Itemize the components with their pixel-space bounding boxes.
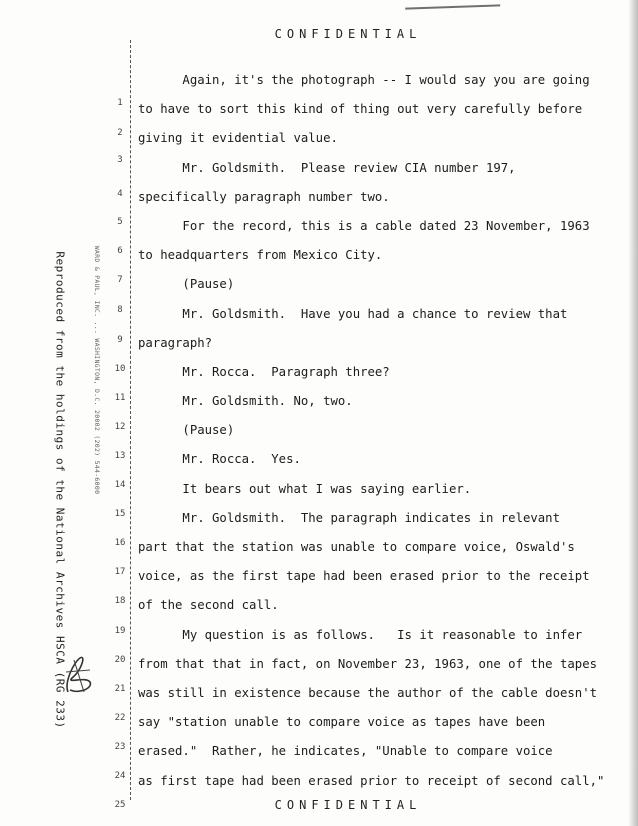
transcript-line: as first tape had been erased prior to receipt of second call," — [138, 773, 605, 788]
handwritten-mark — [60, 652, 96, 698]
transcript-line: specifically paragraph number two. — [138, 189, 390, 204]
line-number: 3 — [117, 155, 123, 165]
line-number: 1 — [117, 98, 123, 108]
transcript-line: voice, as the first tape had been erased prior to the receipt — [138, 569, 590, 584]
transcript-line: paragraph? — [138, 335, 213, 350]
line-number: 17 — [114, 567, 126, 577]
transcript-line: Mr. Rocca. Yes. — [138, 452, 301, 467]
line-number: 10 — [114, 364, 126, 374]
line-number: 15 — [114, 509, 126, 519]
transcript-body — [138, 66, 638, 796]
transcript-line: (Pause) — [138, 423, 235, 438]
transcript-line: (Pause) — [138, 277, 235, 292]
line-number: 2 — [117, 128, 123, 138]
transcript-line: to headquarters from Mexico City. — [138, 248, 383, 263]
transcript-line: Mr. Goldsmith. The paragraph indicates in relevant — [138, 510, 560, 525]
line-number: 25 — [114, 800, 126, 810]
line-number: 24 — [114, 771, 126, 781]
line-number: 16 — [114, 538, 126, 548]
transcript-line: of the second call. — [138, 598, 279, 613]
line-number: 19 — [114, 626, 126, 636]
handwritten-scribble — [405, 0, 500, 10]
transcript-line: was still in existence because the author of the cable doesn't — [138, 685, 598, 700]
line-number: 21 — [114, 684, 126, 694]
confidential-header: CONFIDENTIAL — [274, 27, 422, 41]
confidential-footer: CONFIDENTIAL — [274, 798, 422, 812]
transcript-line: part that the station was unable to compare voice, Oswald's — [138, 540, 575, 554]
line-number: 20 — [114, 655, 126, 665]
line-number: 6 — [117, 246, 123, 256]
line-number: 5 — [117, 217, 123, 227]
line-number: 8 — [117, 305, 123, 315]
transcript-line: Again, it's the photograph -- I would say you are going — [138, 73, 590, 87]
line-number: 12 — [114, 422, 126, 432]
page-edge-shadow — [628, 0, 638, 826]
transcript-line: It bears out what I was saying earlier. — [138, 481, 472, 496]
transcript-line: Mr. Rocca. Paragraph three? — [138, 364, 390, 379]
transcript-line: For the record, this is a cable dated 23 November, 1963 — [138, 218, 590, 233]
line-number: 13 — [114, 451, 126, 461]
line-number: 22 — [114, 713, 126, 723]
line-number: 11 — [114, 393, 126, 403]
archive-reproduction-note: Reproduced from the holdings of the National Archives HSCA (RG 233) — [53, 251, 67, 729]
line-number: 7 — [117, 275, 123, 285]
transcript-line: giving it evidential value. — [138, 131, 338, 146]
transcript-line: to have to sort this kind of thing out very carefully before — [138, 102, 583, 117]
transcript-line: from that that in fact, on November 23, 1963, one of the tapes — [138, 656, 598, 671]
transcript-line: say "station unable to compare voice as tapes have been — [138, 715, 546, 730]
transcript-line: Mr. Goldsmith. Have you had a chance to review that — [138, 306, 568, 321]
transcript-line: erased." Rather, he indicates, "Unable to compare voice — [138, 744, 553, 759]
line-number: 4 — [117, 189, 123, 199]
line-number: 9 — [117, 335, 123, 345]
line-number: 18 — [114, 596, 126, 606]
transcript-line: Mr. Goldsmith. Please review CIA number 197, — [138, 160, 516, 175]
transcript-line: Mr. Goldsmith. No, two. — [138, 394, 353, 409]
line-number: 14 — [114, 480, 126, 490]
line-number: 23 — [114, 742, 126, 752]
transcript-line: My question is as follows. Is it reasonable to infer — [138, 627, 583, 642]
margin-rule — [130, 40, 131, 800]
vendor-imprint: WARD & PAUL, INC. ... WASHINGTON, D.C. 20002 (202) 544-6000 — [93, 245, 101, 495]
